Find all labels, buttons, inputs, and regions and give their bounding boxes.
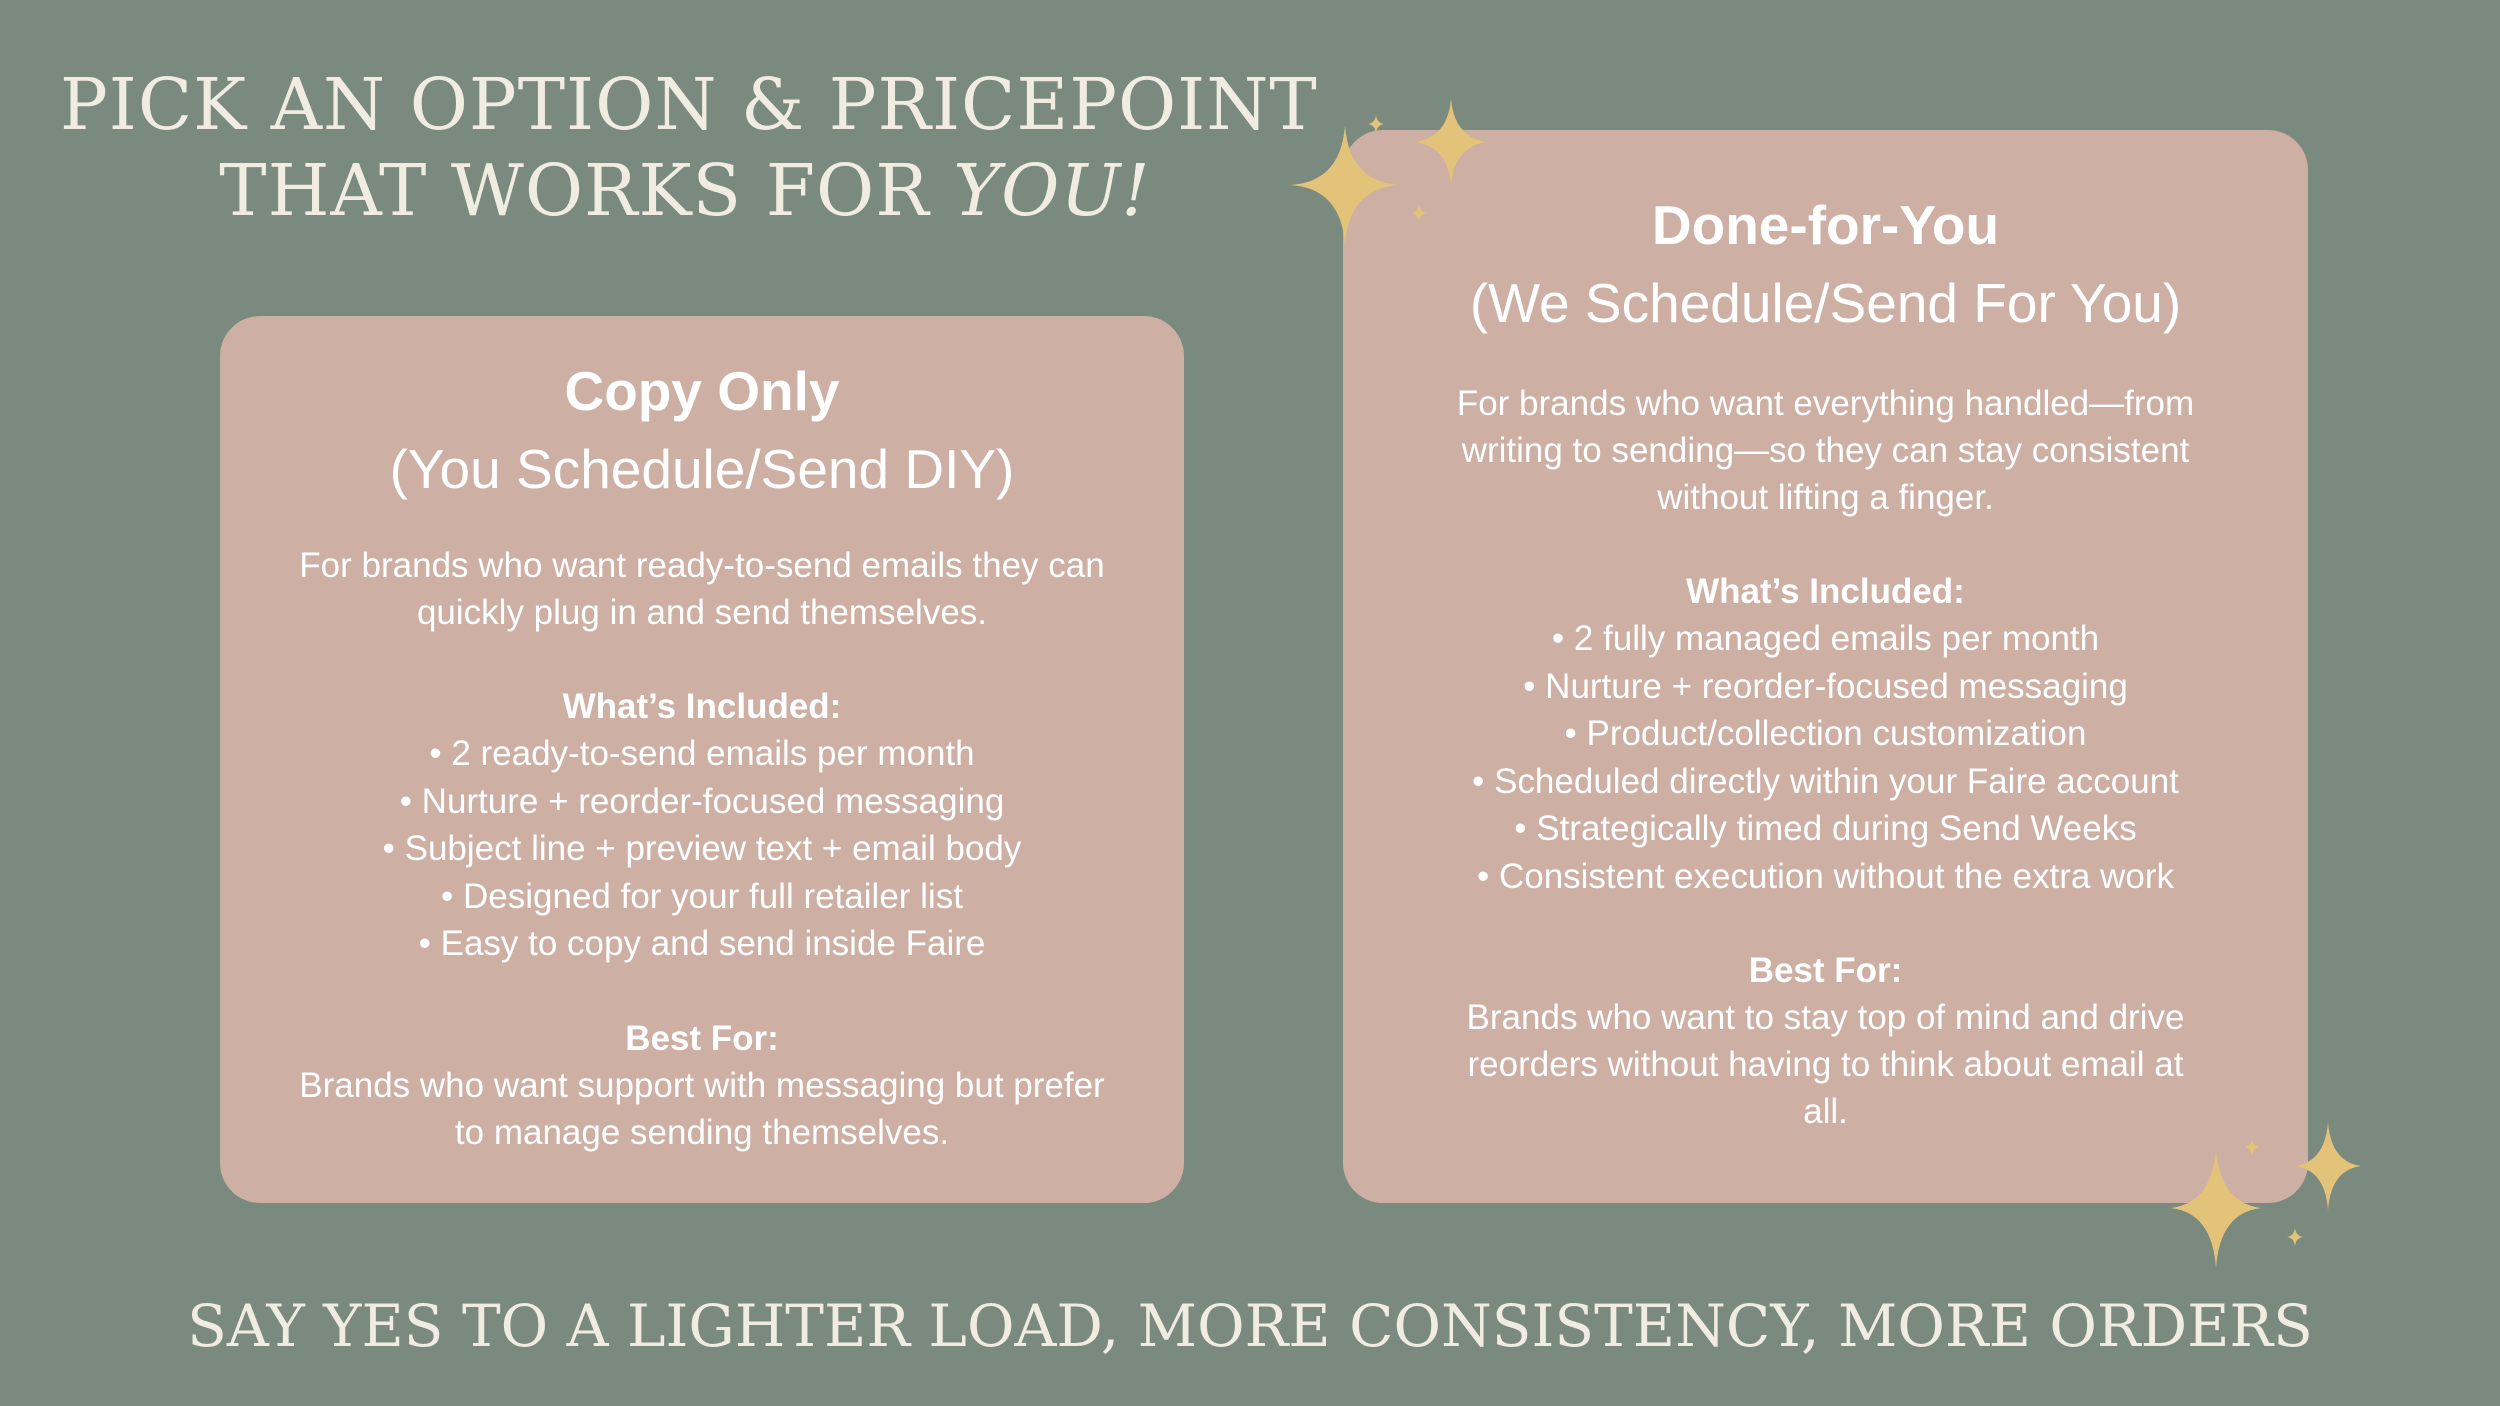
included-item: • Nurture + reorder-focused messaging <box>1523 666 2128 706</box>
sparkle-icon <box>1411 204 1427 222</box>
included-item: • Subject line + preview text + email body <box>382 829 1022 868</box>
card-description: For brands who want everything handled—from writing to sending—so they can stay consistent without lifting a finger. <box>1456 384 2195 517</box>
included-heading: What’s Included: <box>562 687 842 726</box>
card-subtitle: (You Schedule/Send DIY) <box>389 438 1015 500</box>
included-item: • 2 fully managed emails per month <box>1551 619 2100 658</box>
headline-line-2-prefix: THAT WORKS FOR <box>219 149 954 232</box>
sparkle-icon <box>1290 125 1400 245</box>
best-for-text: Brands who want to stay top of mind and drive reorders without having to think about email at all. <box>1466 998 2185 1131</box>
included-item: • Product/collection customization <box>1564 714 2087 753</box>
included-item: • Strategically timed during Send Weeks <box>1514 809 2137 848</box>
included-item: • Consistent execution without the extra work <box>1476 856 2175 896</box>
tagline: SAY YES TO A LIGHTER LOAD, MORE CONSISTENCY, MORE ORDERS <box>187 1292 2313 1360</box>
sparkle-icon <box>2170 1148 2262 1268</box>
card-title: Done-for-You <box>1651 194 2000 256</box>
included-item: • Easy to copy and send inside Faire <box>418 924 986 963</box>
included-item: • Nurture + reorder-focused messaging <box>399 781 1005 821</box>
best-for-heading: Best For: <box>625 1018 779 1058</box>
sparkle-icon <box>1414 98 1488 186</box>
best-for-heading: Best For: <box>1748 951 1903 990</box>
included-item: • 2 ready-to-send emails per month <box>429 734 975 773</box>
headline-line-1: PICK AN OPTION & PRICEPOINT <box>60 63 1318 146</box>
card-title: Copy Only <box>564 360 840 422</box>
sparkle-icon <box>1368 115 1384 133</box>
included-item: • Designed for your full retailer list <box>441 876 963 916</box>
card-description: For brands who want ready-to-send emails they can quickly plug in and send themselves. <box>299 546 1105 632</box>
sparkle-icon <box>2287 1228 2303 1246</box>
sparkle-icon <box>2295 1122 2361 1210</box>
sparkle-icon <box>2244 1138 2260 1156</box>
best-for-text: Brands who want support with messaging but prefer to manage sending themselves. <box>299 1065 1105 1152</box>
card-subtitle: (We Schedule/Send For You) <box>1469 272 2182 334</box>
headline-emphasis: YOU! <box>953 149 1151 232</box>
included-heading: What’s Included: <box>1686 572 1965 611</box>
included-item: • Scheduled directly within your Faire account <box>1472 761 2179 801</box>
